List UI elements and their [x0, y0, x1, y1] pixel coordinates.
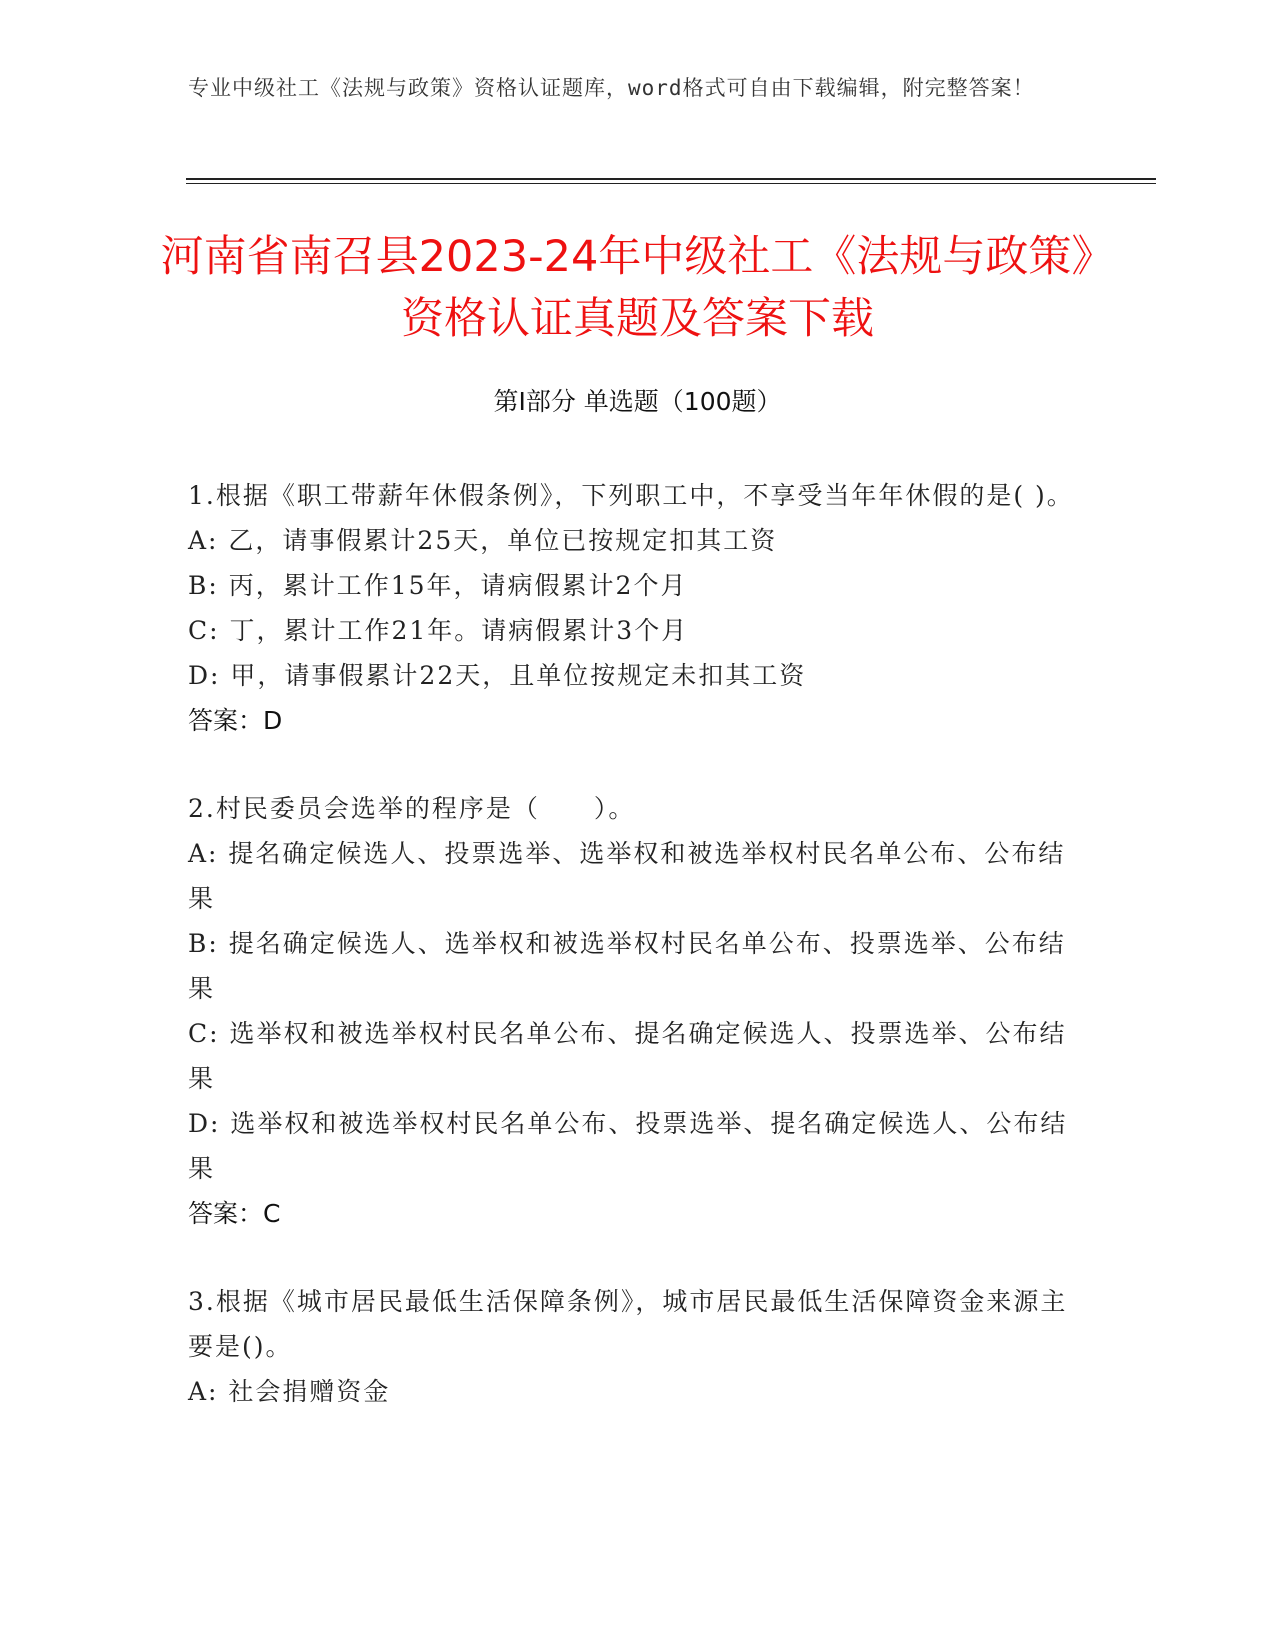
- section-heading: 第I部分 单选题（100题）: [493, 387, 782, 416]
- question-1: [188, 473, 1078, 743]
- option-a: A: 乙，请事假累计25天，单位已按规定扣其工资: [188, 526, 778, 555]
- option-c: C: 丁，累计工作21年。请病假累计3个月: [188, 616, 689, 645]
- header-note: 专业中级社工《法规与政策》资格认证题库，word格式可自由下载编辑，附完整答案！: [188, 76, 1035, 100]
- question-stem: 2.村民委员会选举的程序是（ ）。: [188, 794, 636, 823]
- header-divider-thick: [186, 178, 1156, 180]
- question-list: [188, 473, 1078, 1457]
- option-a: A: 社会捐赠资金: [188, 1377, 391, 1406]
- header-divider-thin: [186, 183, 1156, 184]
- question-stem: 1.根据《职工带薪年休假条例》，下列职工中，不享受当年年休假的是( )。: [188, 481, 1074, 510]
- question-3: [188, 1279, 1078, 1414]
- option-c: C: 选举权和被选举权村民名单公布、提名确定候选人、投票选举、公布结果: [188, 1019, 1067, 1093]
- answer-line: 答案：D: [188, 706, 283, 735]
- question-stem: 3.根据《城市居民最低生活保障条例》，城市居民最低生活保障资金来源主要是()。: [188, 1287, 1068, 1361]
- document-title: 河南省南召县2023-24年中级社工《法规与政策》资格认证真题及答案下载: [160, 232, 1115, 344]
- option-a: A: 提名确定候选人、投票选举、选举权和被选举权村民名单公布、公布结果: [188, 839, 1066, 913]
- option-d: D: 甲，请事假累计22天，且单位按规定未扣其工资: [188, 661, 807, 690]
- option-b: B: 提名确定候选人、选举权和被选举权村民名单公布、投票选举、公布结果: [188, 929, 1066, 1003]
- question-2: [188, 786, 1078, 1236]
- option-b: B: 丙，累计工作15年，请病假累计2个月: [188, 571, 688, 600]
- option-d: D: 选举权和被选举权村民名单公布、投票选举、提名确定候选人、公布结果: [188, 1109, 1068, 1183]
- answer-line: 答案：C: [188, 1199, 281, 1228]
